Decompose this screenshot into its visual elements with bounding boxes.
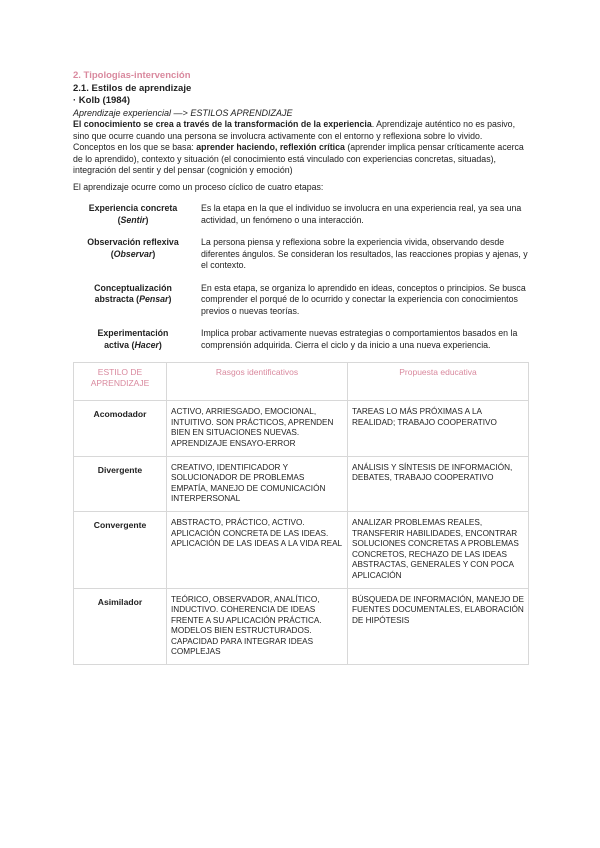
stage-name [73,203,193,226]
stage-name-post: ) [168,294,172,304]
stage-name [73,283,193,318]
proposal-cell: ANALIZAR PROBLEMAS REALES, TRANSFERIR HABILIDADES, ENCONTRAR SOLUCIONES CONCRETAS A PROBLEMAS CONCRETOS, RECHAZO DE LAS IDEAS ABSTRACTAS, GENERALES Y CON POCA APLICACIÓN [348,511,529,588]
paragraph-concepts [73,142,528,177]
learning-styles-table [73,362,529,665]
paragraph-knowledge [73,119,528,142]
stage-name-em: Hacer [134,339,159,350]
stage-item [73,328,528,351]
paragraph-concepts-rest: (aprender implica pensar críticamente acerca de lo aprendido), contexto y situación (el conocimiento está vinculado con experiencias concretas, situadas), integración del sentir y del pensar (cognición y emoción) [73,142,524,175]
proposal-cell: ANÁLISIS Y SÍNTESIS DE INFORMACIÓN, DEBATES, TRABAJO COOPERATIVO [348,456,529,511]
stage-name-line1: Experimentación [97,328,169,338]
stage-name-pre: abstracta ( [94,294,140,304]
stage-name-em: Pensar [139,294,169,304]
stage-name-line1: Conceptualización [94,282,172,293]
style-name-cell: Convergente [74,511,167,588]
proposal-cell: BÚSQUEDA DE INFORMACIÓN, MANEJO DE FUENTES DOCUMENTALES, ELABORACIÓN DE HIPÓTESIS [348,588,529,665]
style-name-cell: Acomodador [74,401,167,456]
stage-item [73,237,528,272]
stage-name [73,237,193,272]
paragraph-knowledge-bold: El conocimiento se crea a través de la transformación de la experiencia [73,119,372,129]
style-name-cell: Divergente [74,456,167,511]
stage-description: Implica probar activamente nuevas estrategias o comportamientos basados en la comprensión adquirida. Cierra el ciclo y da inicio a una nueva experiencia. [201,328,518,350]
kolb-label: · Kolb (1984) [73,95,131,106]
document-page [73,70,528,665]
paragraph-concepts-bold: aprender haciendo, reflexión crítica [196,142,345,152]
table-header: ESTILO DE APRENDIZAJE [74,363,167,401]
stage-description: En esta etapa, se organiza lo aprendido en ideas, conceptos o principios. Se busca comprender el porqué de lo ocurrido y conectar la experiencia con conocimientos previos o nuevas teorías. [201,282,526,316]
subsection-title: 2.1. Estilos de aprendizaje [73,83,192,94]
traits-cell: ACTIVO, ARRIESGADO, EMOCIONAL, INTUITIVO. SON PRÁCTICOS, APRENDEN BIEN EN SITUACIONES NUEVAS. APRENDIZAJE ENSAYO-ERROR [167,401,348,456]
paragraph-knowledge-rest: . Aprendizaje auténtico no es pasivo, sino que ocurre cuando una persona se involucra activamente con el entorno y reflexiona sobre lo vivido. [73,119,516,141]
paragraph-concepts-start: Conceptos en los que se basa: [73,142,197,152]
table-row [74,511,529,588]
stage-name-post: ) [145,214,149,225]
stage-item [73,283,528,318]
table-header: Propuesta educativa [348,363,529,401]
section-title: 2. Tipologías-intervención [73,70,191,81]
stage-name-em: Observar [113,248,153,259]
stage-name-line1: Observación reflexiva [87,237,179,247]
stage-name-pre: ( [110,248,114,259]
stage-name [73,328,193,351]
table-row [74,401,529,456]
stage-name-em: Sentir [120,214,146,225]
stage-item [73,203,528,226]
stage-name-pre: ( [117,214,121,225]
stages-list [73,203,528,351]
table-row [74,456,529,511]
proposal-cell: TAREAS LO MÁS PRÓXIMAS A LA REALIDAD; TRABAJO COOPERATIVO [348,401,529,456]
stage-description: La persona piensa y reflexiona sobre la experiencia vivida, observando desde diferentes ángulos. Se consideran los resultados, las reacciones propias y ajenas, y el contexto. [201,237,528,270]
stage-name-post: ) [158,339,162,350]
traits-cell: ABSTRACTO, PRÁCTICO, ACTIVO. APLICACIÓN CONCRETA DE LAS IDEAS. APLICACIÓN DE LAS IDEAS A LA VIDA REAL [167,511,348,588]
style-name-cell: Asimilador [74,588,167,665]
table-row [74,588,529,665]
traits-cell: CREATIVO, IDENTIFICADOR Y SOLUCIONADOR DE PROBLEMAS EMPATÍA, MANEJO DE COMUNICACIÓN INTERPERSONAL [167,456,348,511]
stage-name-pre: activa ( [104,339,135,350]
table-header-row [74,363,529,401]
table-header: Rasgos identificativos [167,363,348,401]
traits-cell: TEÓRICO, OBSERVADOR, ANALÍTICO, INDUCTIVO. COHERENCIA DE IDEAS FRENTE A SU APLICACIÓN PRÁCTICA. MODELOS BIEN ESTRUCTURADOS. CAPACIDAD PARA INTEGRAR IDEAS COMPLEJAS [167,588,348,665]
stage-name-line1: Experiencia concreta [88,203,178,213]
experiential-learning-line: Aprendizaje experiencial —> ESTILOS APRENDIZAJE [73,108,293,118]
paragraph-cycle: El aprendizaje ocurre como un proceso cíclico de cuatro etapas: [73,181,324,192]
stage-name-post: ) [152,248,156,259]
stage-description: Es la etapa en la que el individuo se involucra en una experiencia real, ya sea una actividad, un fenómeno o una interacción. [201,203,522,225]
